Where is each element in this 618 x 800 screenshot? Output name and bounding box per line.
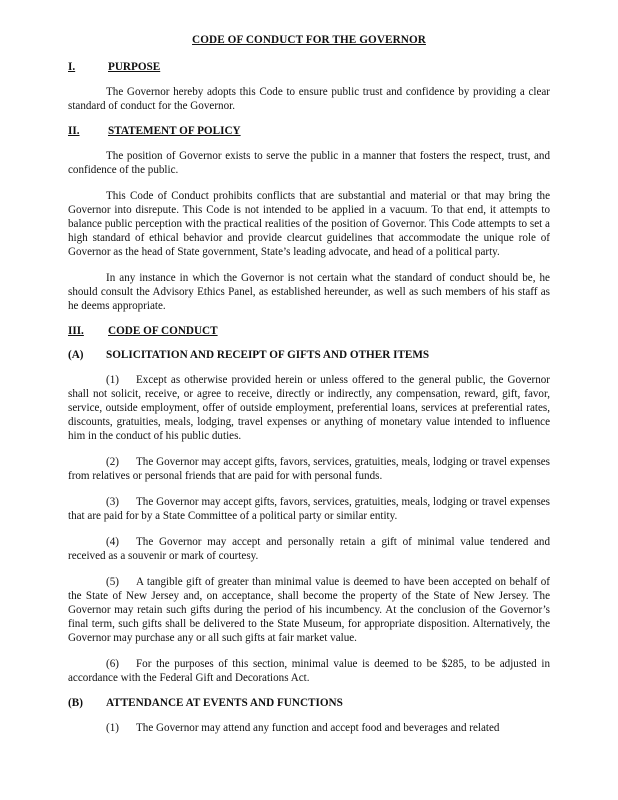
item-number: (5) xyxy=(106,576,119,588)
item-number: (3) xyxy=(106,496,119,508)
list-item xyxy=(68,535,550,563)
subsection-b-heading xyxy=(68,697,550,709)
policy-paragraph: This Code of Conduct prohibits conflicts that are substantial and material or that may bring the Governor into disrepute. This Code is not intended to be applied in a vacuum. To that end, it attempts to balance public perception with the practical realities of the position of Governor. This Code attempts to set a high standard of ethical behavior and provide clearcut guidelines that accommodate the unique role of Governor as the head of State government, State’s leading advocate, and head of a political party. xyxy=(68,190,550,258)
item-number: (6) xyxy=(106,658,119,670)
list-item xyxy=(68,495,550,523)
list-item xyxy=(68,455,550,483)
subsection-number: (B) xyxy=(68,697,83,709)
subsection-title: ATTENDANCE AT EVENTS AND FUNCTIONS xyxy=(106,697,343,709)
section-number: III. xyxy=(68,325,84,337)
section-purpose-heading xyxy=(68,61,550,73)
document-title: CODE OF CONDUCT FOR THE GOVERNOR xyxy=(192,34,426,46)
document-page xyxy=(68,28,550,735)
policy-paragraph: The position of Governor exists to serve the public in a manner that fosters the respect, trust, and confidence of the public. xyxy=(68,150,550,176)
purpose-paragraph: The Governor hereby adopts this Code to ensure public trust and confidence by providing a clear standard of conduct for the Governor. xyxy=(68,86,550,112)
list-item xyxy=(68,657,550,685)
list-item xyxy=(68,373,550,443)
item-number: (1) xyxy=(106,722,119,734)
section-policy-heading xyxy=(68,125,550,137)
subsection-title: SOLICITATION AND RECEIPT OF GIFTS AND OTHER ITEMS xyxy=(106,349,430,361)
section-title: CODE OF CONDUCT xyxy=(108,325,218,337)
item-text: Except as otherwise provided herein or unless offered to the general public, the Governor shall not solicit, receive, or agree to receive, directly or indirectly, any compensation, reward, gift, favor, service, outside employment, offer of outside employment, preferential loans, services at preferential rates, discounts, gratuities, meals, lodging, travel expenses or anything of monetary value intended to influence him in the conduct of his public duties. xyxy=(68,374,550,442)
item-text: The Governor may accept and personally retain a gift of minimal value tendered and received as a souvenir or mark of courtesy. xyxy=(68,536,550,562)
item-number: (4) xyxy=(106,536,119,548)
item-text: For the purposes of this section, minimal value is deemed to be $285, to be adjusted in accordance with the Federal Gift and Decorations Act. xyxy=(68,658,550,684)
subsection-number: (A) xyxy=(68,349,84,361)
list-item xyxy=(68,575,550,645)
item-text: The Governor may accept gifts, favors, services, gratuities, meals, lodging or travel expenses that are paid for by a State Committee of a political party or similar entity. xyxy=(68,496,550,522)
section-title: STATEMENT OF POLICY xyxy=(108,125,241,137)
section-number: I. xyxy=(68,61,76,73)
section-code-heading xyxy=(68,325,550,337)
item-number: (2) xyxy=(106,456,119,468)
item-text: The Governor may accept gifts, favors, services, gratuities, meals, lodging or travel expenses from relatives or personal friends that are paid for with personal funds. xyxy=(68,456,550,482)
item-text: The Governor may attend any function and accept food and beverages and related xyxy=(136,722,500,734)
list-item xyxy=(68,721,550,735)
section-number: II. xyxy=(68,125,80,137)
policy-paragraph: In any instance in which the Governor is not certain what the standard of conduct should be, he should consult the Advisory Ethics Panel, as established hereunder, as well as such members of his staff as he deems appropriate. xyxy=(68,272,550,312)
subsection-a-heading xyxy=(68,349,550,361)
item-number: (1) xyxy=(106,374,119,386)
item-text: A tangible gift of greater than minimal value is deemed to have been accepted on behalf of the State of New Jersey and, on acceptance, shall become the property of the State of New Jersey. The Governor may retain such gifts during the period of his incumbency. At the conclusion of the Governor’s final term, such gifts shall be delivered to the State Museum, for appropriate disposition. Alternatively, the Governor may purchase any or all such gifts at fair market value. xyxy=(68,576,550,644)
section-title: PURPOSE xyxy=(108,61,161,73)
